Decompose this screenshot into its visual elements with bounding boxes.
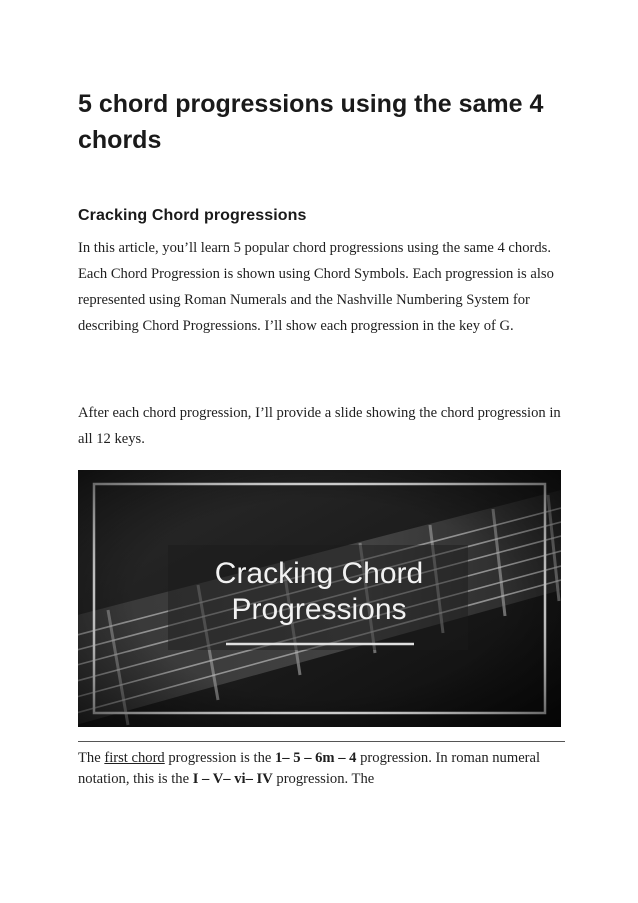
section-divider — [78, 741, 565, 742]
third-paragraph — [78, 748, 566, 790]
nashville-progression: 1– 5 – 6m – 4 — [275, 750, 357, 766]
text-span: progression is the — [164, 750, 275, 766]
intro-paragraph: In this article, you’ll learn 5 popular chord progressions using the same 4 chords. Each Chord Progression is shown using Chord Symbols. Each progression is also represented using Roman Numerals and the Nashville Numbering System for describing Chord Progressions. I’ll show each progression in the key of G. — [78, 240, 554, 334]
roman-progression: I – V– vi– IV — [192, 771, 273, 787]
text-span: progression. The — [272, 771, 375, 787]
text-span: The — [78, 750, 105, 766]
first-chord-link[interactable]: first chord — [104, 750, 165, 766]
section-heading: Cracking Chord progressions — [78, 207, 307, 224]
article-title: 5 chord progressions using the same 4 chords — [78, 90, 544, 154]
text-span: progression. In roman numeral notation, this is the — [78, 750, 541, 787]
hero-image — [78, 470, 561, 727]
second-paragraph: After each chord progression, I’ll provide a slide showing the chord progression in all 12 keys. — [78, 405, 561, 447]
guitar-fretboard-illustration — [78, 470, 561, 727]
